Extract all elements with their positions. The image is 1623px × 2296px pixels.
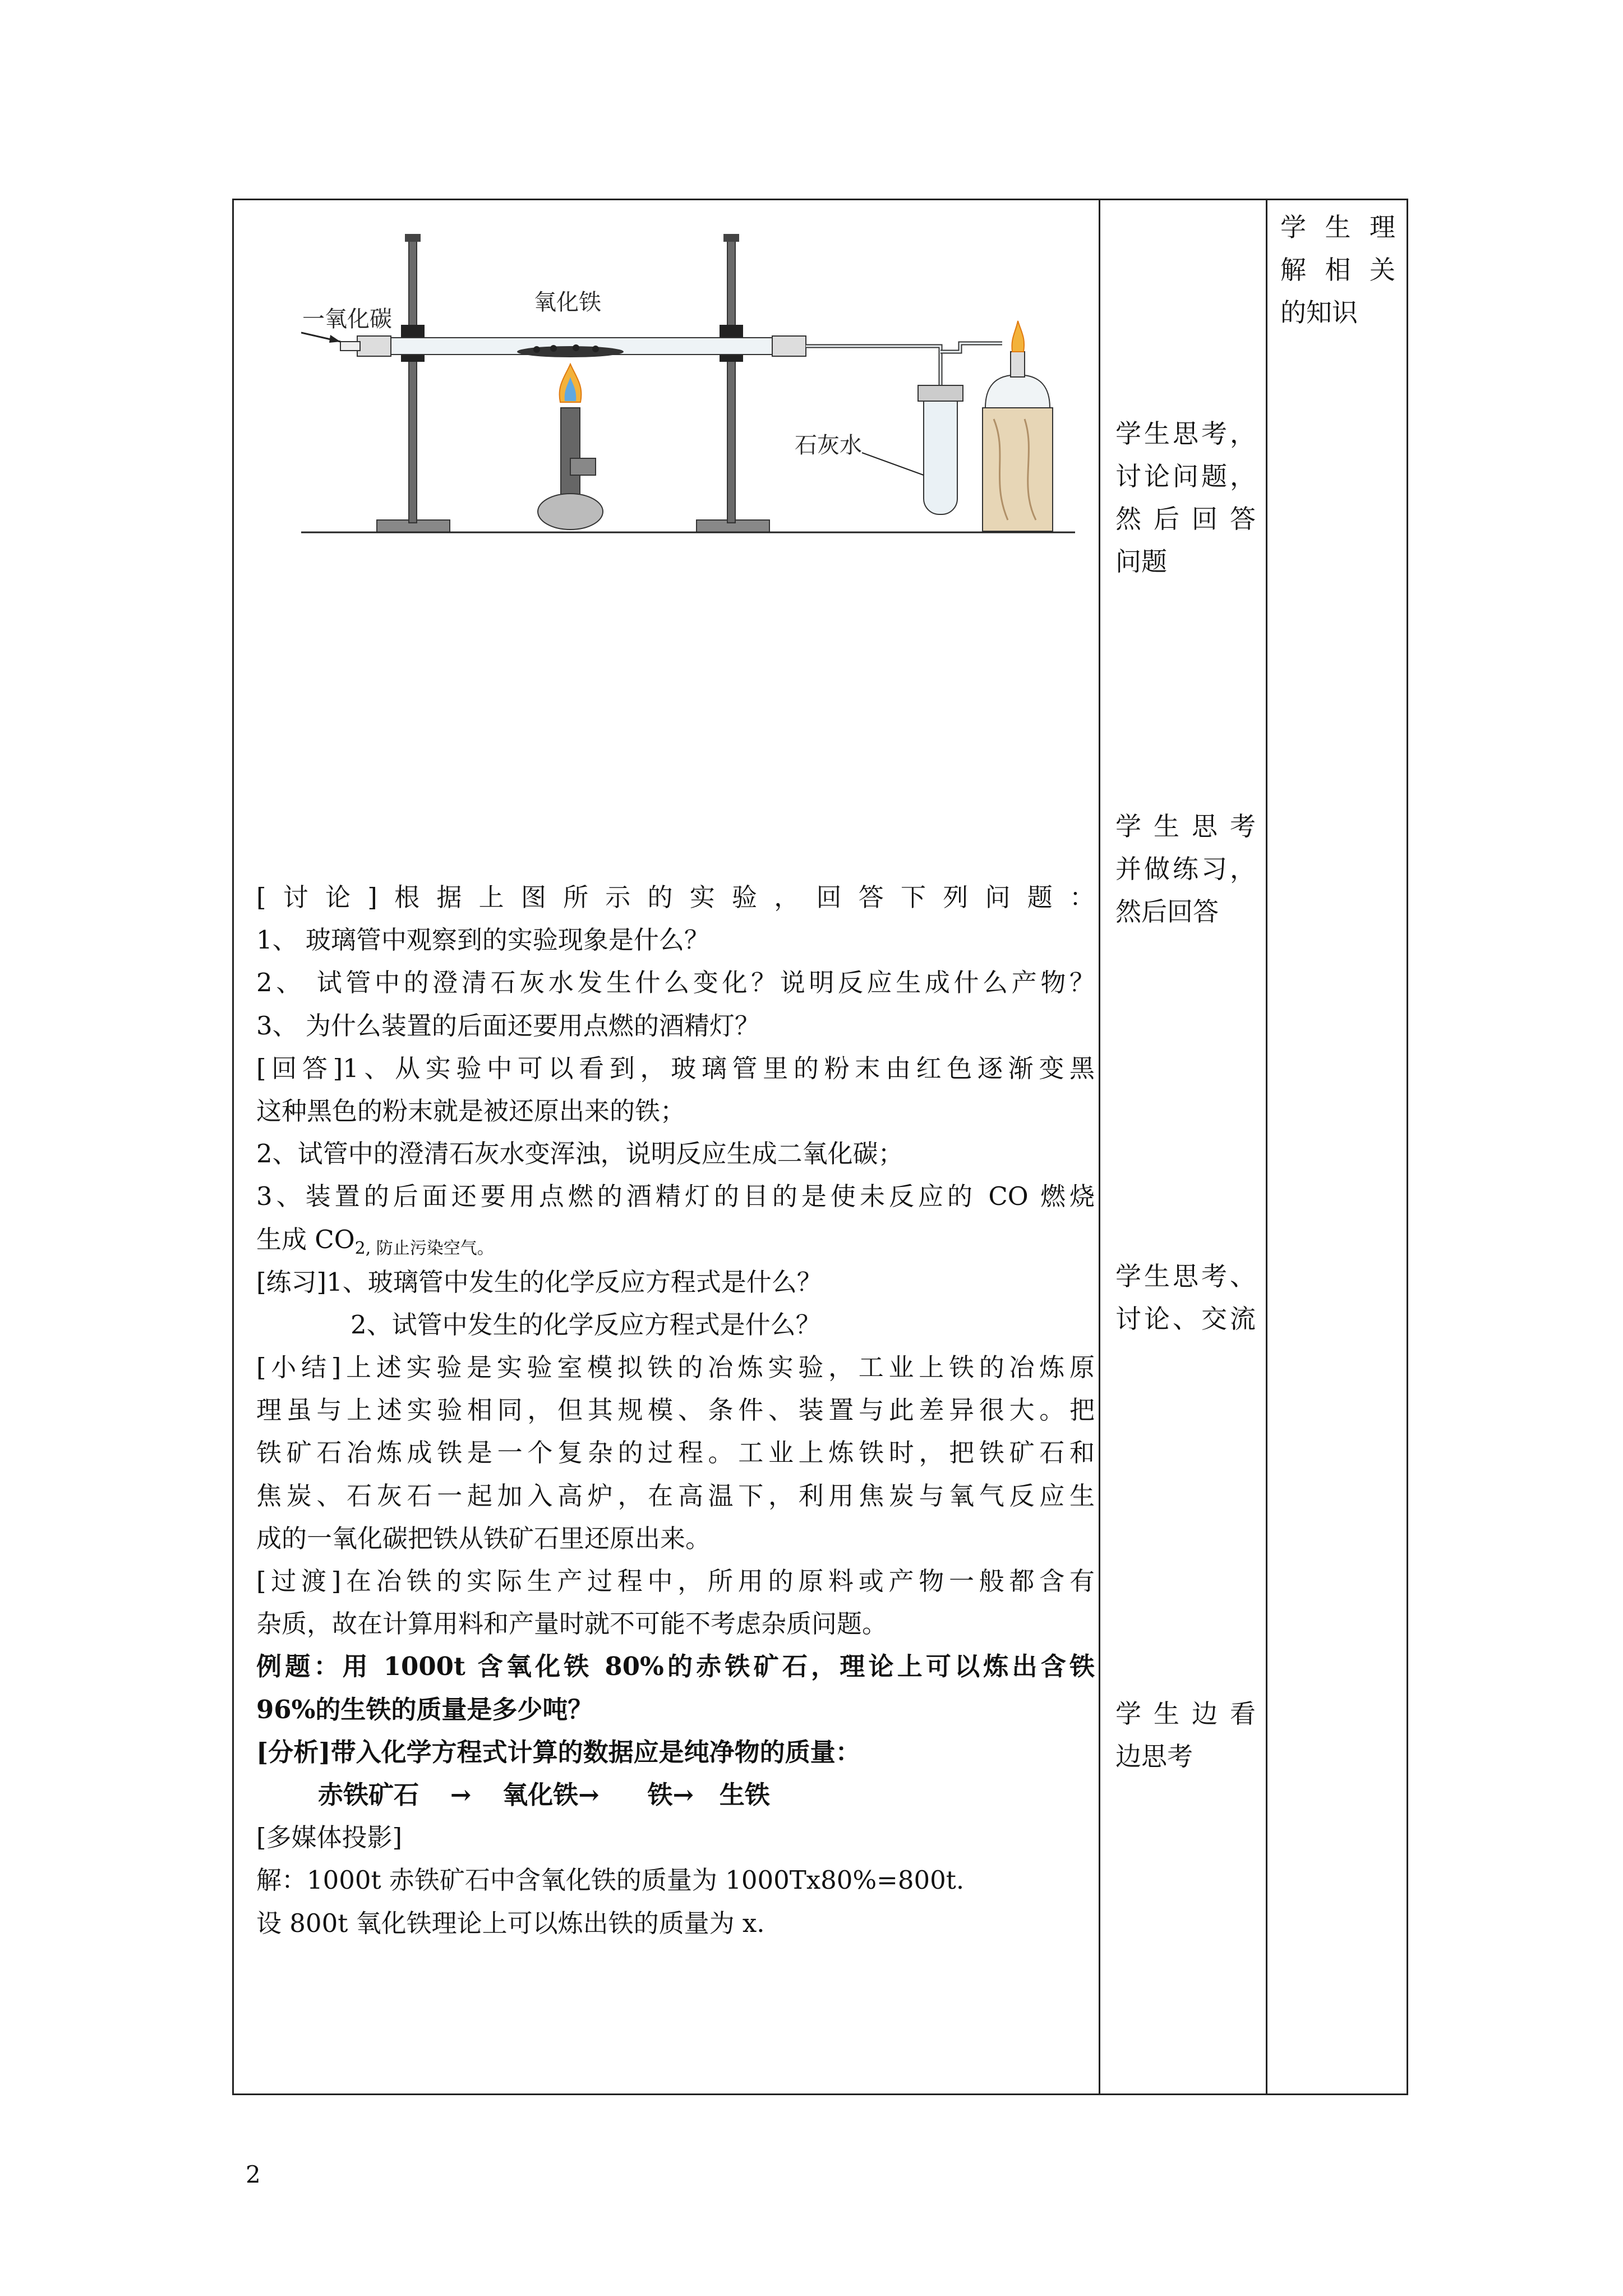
activity-line: 学生思考 [1115,811,1256,841]
intent-line: 解相关 [1280,255,1395,285]
answer-1-cont: 这种黑色的粉末就是被还原出来的铁； [256,1096,686,1126]
activity-line: 讨论问题， [1115,461,1256,491]
label-carbon-monoxide: 一氧化碳 [302,306,392,332]
answer-1: [回答]1、从实验中可以看到，玻璃管里的粉末由红色逐渐变黑 [256,1053,1095,1083]
activity-block-1 [1115,412,1256,583]
summary-line-3: 铁矿石冶炼成铁是一个复杂的过程。工业上炼铁时，把铁矿石和 [256,1438,1095,1468]
activity-block-3 [1115,1255,1256,1340]
activity-line: 学生边看 [1115,1699,1256,1729]
activity-line: 并做练习， [1115,854,1256,884]
intent-line: 的知识 [1280,297,1358,328]
design-intent-column [1280,200,1398,2093]
text-co2-subscript: 2, 防止污染空气。 [354,1238,494,1258]
activity-line: 然后回答 [1115,504,1256,534]
column-divider [1266,200,1267,2093]
teaching-content-column [256,200,1095,2093]
answer-3-cont [256,1218,1095,1261]
activity-line: 然后回答 [1115,896,1219,927]
activity-line: 学生思考、 [1115,1261,1256,1291]
intent-block-1 [1280,206,1395,334]
activity-line: 边思考 [1115,1741,1193,1772]
text-co2-prefix: 生成 CO [256,1224,355,1254]
lesson-table [232,199,1408,2095]
exercise-1: [练习]1、玻璃管中发生的化学反应方程式是什么？ [256,1267,822,1297]
column-divider [1099,200,1100,2093]
label-limewater: 石灰水 [795,432,862,458]
conversion-flow [256,1774,1095,1816]
question-1: 1、 玻璃管中观察到的实验现象是什么？ [256,925,709,955]
multimedia-heading: [多媒体投影] [256,1823,403,1853]
exercise-2: 2、试管中发生的化学反应方程式是什么？ [351,1309,821,1340]
question-3: 3、 为什么装置的后面还要用点燃的酒精灯？ [256,1010,760,1041]
solution-line-1: 解：1000t 赤铁矿石中含氧化铁的质量为 1000Tx80%=800t. [256,1865,965,1895]
student-activity-column [1115,200,1258,2093]
label-iron-oxide: 氧化铁 [534,289,601,315]
activity-block-2 [1115,805,1256,933]
flow-step-iron-oxide: 氧化铁→ [502,1779,600,1810]
solution-line-2: 设 800t 氧化铁理论上可以炼出铁的质量为 x. [256,1908,765,1938]
lesson-text [256,876,1095,1945]
answer-3: 3、装置的后面还要用点燃的酒精灯的目的是使未反应的 CO 燃烧 [256,1181,1095,1212]
activity-line: 讨论、交流 [1115,1304,1256,1334]
iron-reduction-apparatus-figure [301,217,1075,554]
activity-line: 问题 [1115,546,1167,577]
flow-step-pig-iron: 生铁 [719,1779,770,1810]
summary-line-5: 成的一氧化碳把铁从铁矿石里还原出来。 [256,1523,711,1553]
summary-line-2: 理虽与上述实验相同，但其规模、条件、装置与此差异很大。把 [256,1395,1095,1425]
answer-2: 2、试管中的澄清石灰水变浑浊，说明反应生成二氧化碳； [256,1139,903,1169]
discussion-heading: [讨论]根据上图所示的实验，回答下列问题： [256,882,1095,912]
flow-step-hematite: 赤铁矿石 [318,1779,419,1810]
flow-arrow: → [450,1779,472,1810]
flow-step-iron: 铁→ [647,1779,694,1810]
summary-line-4: 焦炭、石灰石一起加入高炉，在高温下，利用焦炭与氧气反应生 [256,1480,1095,1511]
page-number: 2 [246,2161,261,2188]
transition-line-2: 杂质，故在计算用料和产量时就不可能不考虑杂质问题。 [256,1609,888,1639]
transition-line-1: [过渡]在冶铁的实际生产过程中，所用的原料或产物一般都含有 [256,1566,1095,1596]
analysis-line: [分析]带入化学方程式计算的数据应是纯净物的质量： [256,1737,861,1767]
activity-line: 学生思考， [1115,418,1256,449]
activity-block-4 [1115,1692,1256,1778]
intent-line: 学生理 [1280,212,1395,242]
example-line-2: 96%的生铁的质量是多少吨？ [256,1694,593,1724]
question-2: 2、 试管中的澄清石灰水发生什么变化？说明反应生成什么产物？ [256,968,1095,998]
example-line-1: 例题：用 1000t 含氧化铁 80%的赤铁矿石，理论上可以炼出含铁 [256,1651,1095,1682]
summary-line-1: [小结]上述实验是实验室模拟铁的冶炼实验，工业上铁的冶炼原 [256,1352,1095,1383]
